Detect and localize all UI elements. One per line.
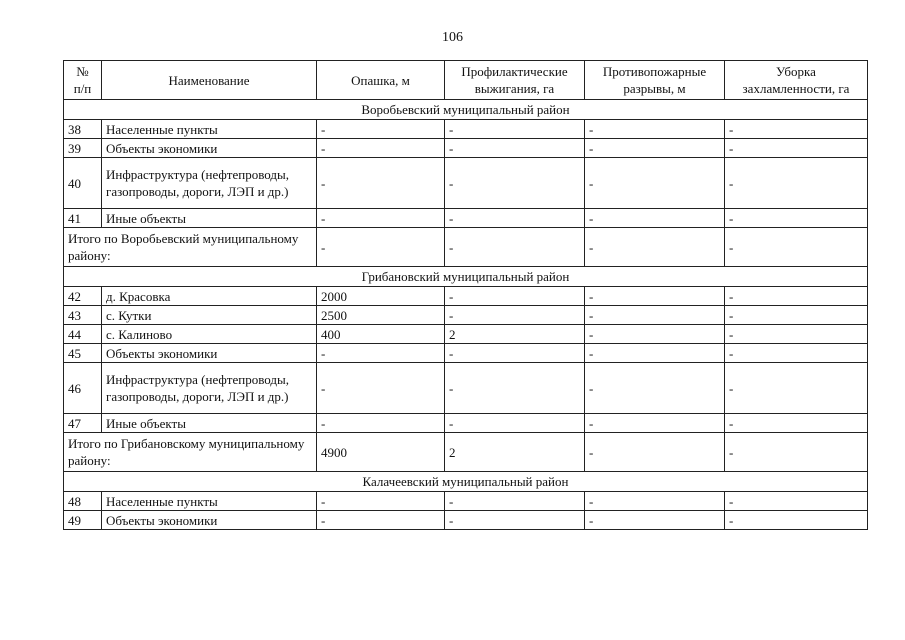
row-name: д. Красовка — [102, 287, 317, 306]
table-header-row — [64, 61, 868, 100]
fire-prevention-table — [63, 60, 868, 530]
row-number: 43 — [64, 306, 102, 325]
row-cleanup: - — [725, 209, 868, 228]
row-burning: - — [445, 120, 585, 139]
total-plowing: - — [317, 228, 445, 267]
row-cleanup: - — [725, 287, 868, 306]
row-number: 40 — [64, 158, 102, 209]
table-row — [64, 492, 868, 511]
row-number: 47 — [64, 414, 102, 433]
row-name: Объекты экономики — [102, 511, 317, 530]
row-number: 41 — [64, 209, 102, 228]
row-number: 45 — [64, 344, 102, 363]
row-number: 38 — [64, 120, 102, 139]
table-row — [64, 120, 868, 139]
row-number: 39 — [64, 139, 102, 158]
row-plowing: - — [317, 492, 445, 511]
district-row — [64, 100, 868, 120]
row-firebreaks: - — [585, 414, 725, 433]
header-firebreaks: Противопожарные разрывы, м — [585, 61, 725, 100]
row-number: 42 — [64, 287, 102, 306]
total-row — [64, 433, 868, 472]
table-row — [64, 344, 868, 363]
total-label: Итого по Воробьевский муниципальному району: — [64, 228, 317, 267]
row-name: Иные объекты — [102, 209, 317, 228]
row-firebreaks: - — [585, 287, 725, 306]
table-row — [64, 414, 868, 433]
row-burning: 2 — [445, 325, 585, 344]
row-firebreaks: - — [585, 158, 725, 209]
total-burning: - — [445, 228, 585, 267]
row-burning: - — [445, 158, 585, 209]
row-name: с. Калиново — [102, 325, 317, 344]
row-name: Иные объекты — [102, 414, 317, 433]
row-name: с. Кутки — [102, 306, 317, 325]
total-cleanup: - — [725, 433, 868, 472]
table-row — [64, 209, 868, 228]
row-number: 48 — [64, 492, 102, 511]
row-burning: - — [445, 511, 585, 530]
header-burning: Профилактические выжигания, га — [445, 61, 585, 100]
total-label: Итого по Грибановскому муниципальному району: — [64, 433, 317, 472]
row-name: Объекты экономики — [102, 344, 317, 363]
district-name: Калачеевский муниципальный район — [64, 472, 868, 492]
row-number: 46 — [64, 363, 102, 414]
row-plowing: 2500 — [317, 306, 445, 325]
row-plowing: - — [317, 139, 445, 158]
row-cleanup: - — [725, 306, 868, 325]
table-row — [64, 139, 868, 158]
total-burning: 2 — [445, 433, 585, 472]
row-burning: - — [445, 414, 585, 433]
total-firebreaks: - — [585, 228, 725, 267]
row-cleanup: - — [725, 414, 868, 433]
row-cleanup: - — [725, 492, 868, 511]
row-name: Инфраструктура (нефтепроводы, газопроводы, дороги, ЛЭП и др.) — [102, 363, 317, 414]
total-row — [64, 228, 868, 267]
row-firebreaks: - — [585, 344, 725, 363]
page-number: 106 — [442, 30, 463, 45]
row-burning: - — [445, 139, 585, 158]
header-name: Наименование — [102, 61, 317, 100]
total-cleanup: - — [725, 228, 868, 267]
table-body — [64, 100, 868, 530]
row-firebreaks: - — [585, 209, 725, 228]
table-row — [64, 306, 868, 325]
header-cleanup: Уборка захламленности, га — [725, 61, 868, 100]
row-plowing: 400 — [317, 325, 445, 344]
total-plowing: 4900 — [317, 433, 445, 472]
row-plowing: - — [317, 511, 445, 530]
table-row — [64, 511, 868, 530]
row-name: Объекты экономики — [102, 139, 317, 158]
row-plowing: - — [317, 120, 445, 139]
row-burning: - — [445, 209, 585, 228]
district-row — [64, 267, 868, 287]
table-row — [64, 287, 868, 306]
table-row — [64, 325, 868, 344]
row-number: 44 — [64, 325, 102, 344]
row-cleanup: - — [725, 363, 868, 414]
row-cleanup: - — [725, 158, 868, 209]
total-firebreaks: - — [585, 433, 725, 472]
row-plowing: 2000 — [317, 287, 445, 306]
row-plowing: - — [317, 363, 445, 414]
row-firebreaks: - — [585, 120, 725, 139]
row-plowing: - — [317, 414, 445, 433]
header-num: № п/п — [64, 61, 102, 100]
row-cleanup: - — [725, 325, 868, 344]
row-firebreaks: - — [585, 511, 725, 530]
row-name: Населенные пункты — [102, 492, 317, 511]
row-burning: - — [445, 287, 585, 306]
row-burning: - — [445, 344, 585, 363]
row-burning: - — [445, 492, 585, 511]
row-plowing: - — [317, 158, 445, 209]
row-burning: - — [445, 363, 585, 414]
table-row — [64, 158, 868, 209]
district-row — [64, 472, 868, 492]
row-cleanup: - — [725, 344, 868, 363]
row-burning: - — [445, 306, 585, 325]
row-plowing: - — [317, 209, 445, 228]
row-firebreaks: - — [585, 363, 725, 414]
row-firebreaks: - — [585, 306, 725, 325]
row-cleanup: - — [725, 120, 868, 139]
row-cleanup: - — [725, 511, 868, 530]
row-name: Инфраструктура (нефтепроводы, газопроводы, дороги, ЛЭП и др.) — [102, 158, 317, 209]
row-firebreaks: - — [585, 139, 725, 158]
row-plowing: - — [317, 344, 445, 363]
row-number: 49 — [64, 511, 102, 530]
table-row — [64, 363, 868, 414]
row-name: Населенные пункты — [102, 120, 317, 139]
row-cleanup: - — [725, 139, 868, 158]
row-firebreaks: - — [585, 325, 725, 344]
row-firebreaks: - — [585, 492, 725, 511]
district-name: Грибановский муниципальный район — [64, 267, 868, 287]
header-plowing: Опашка, м — [317, 61, 445, 100]
district-name: Воробьевский муниципальный район — [64, 100, 868, 120]
